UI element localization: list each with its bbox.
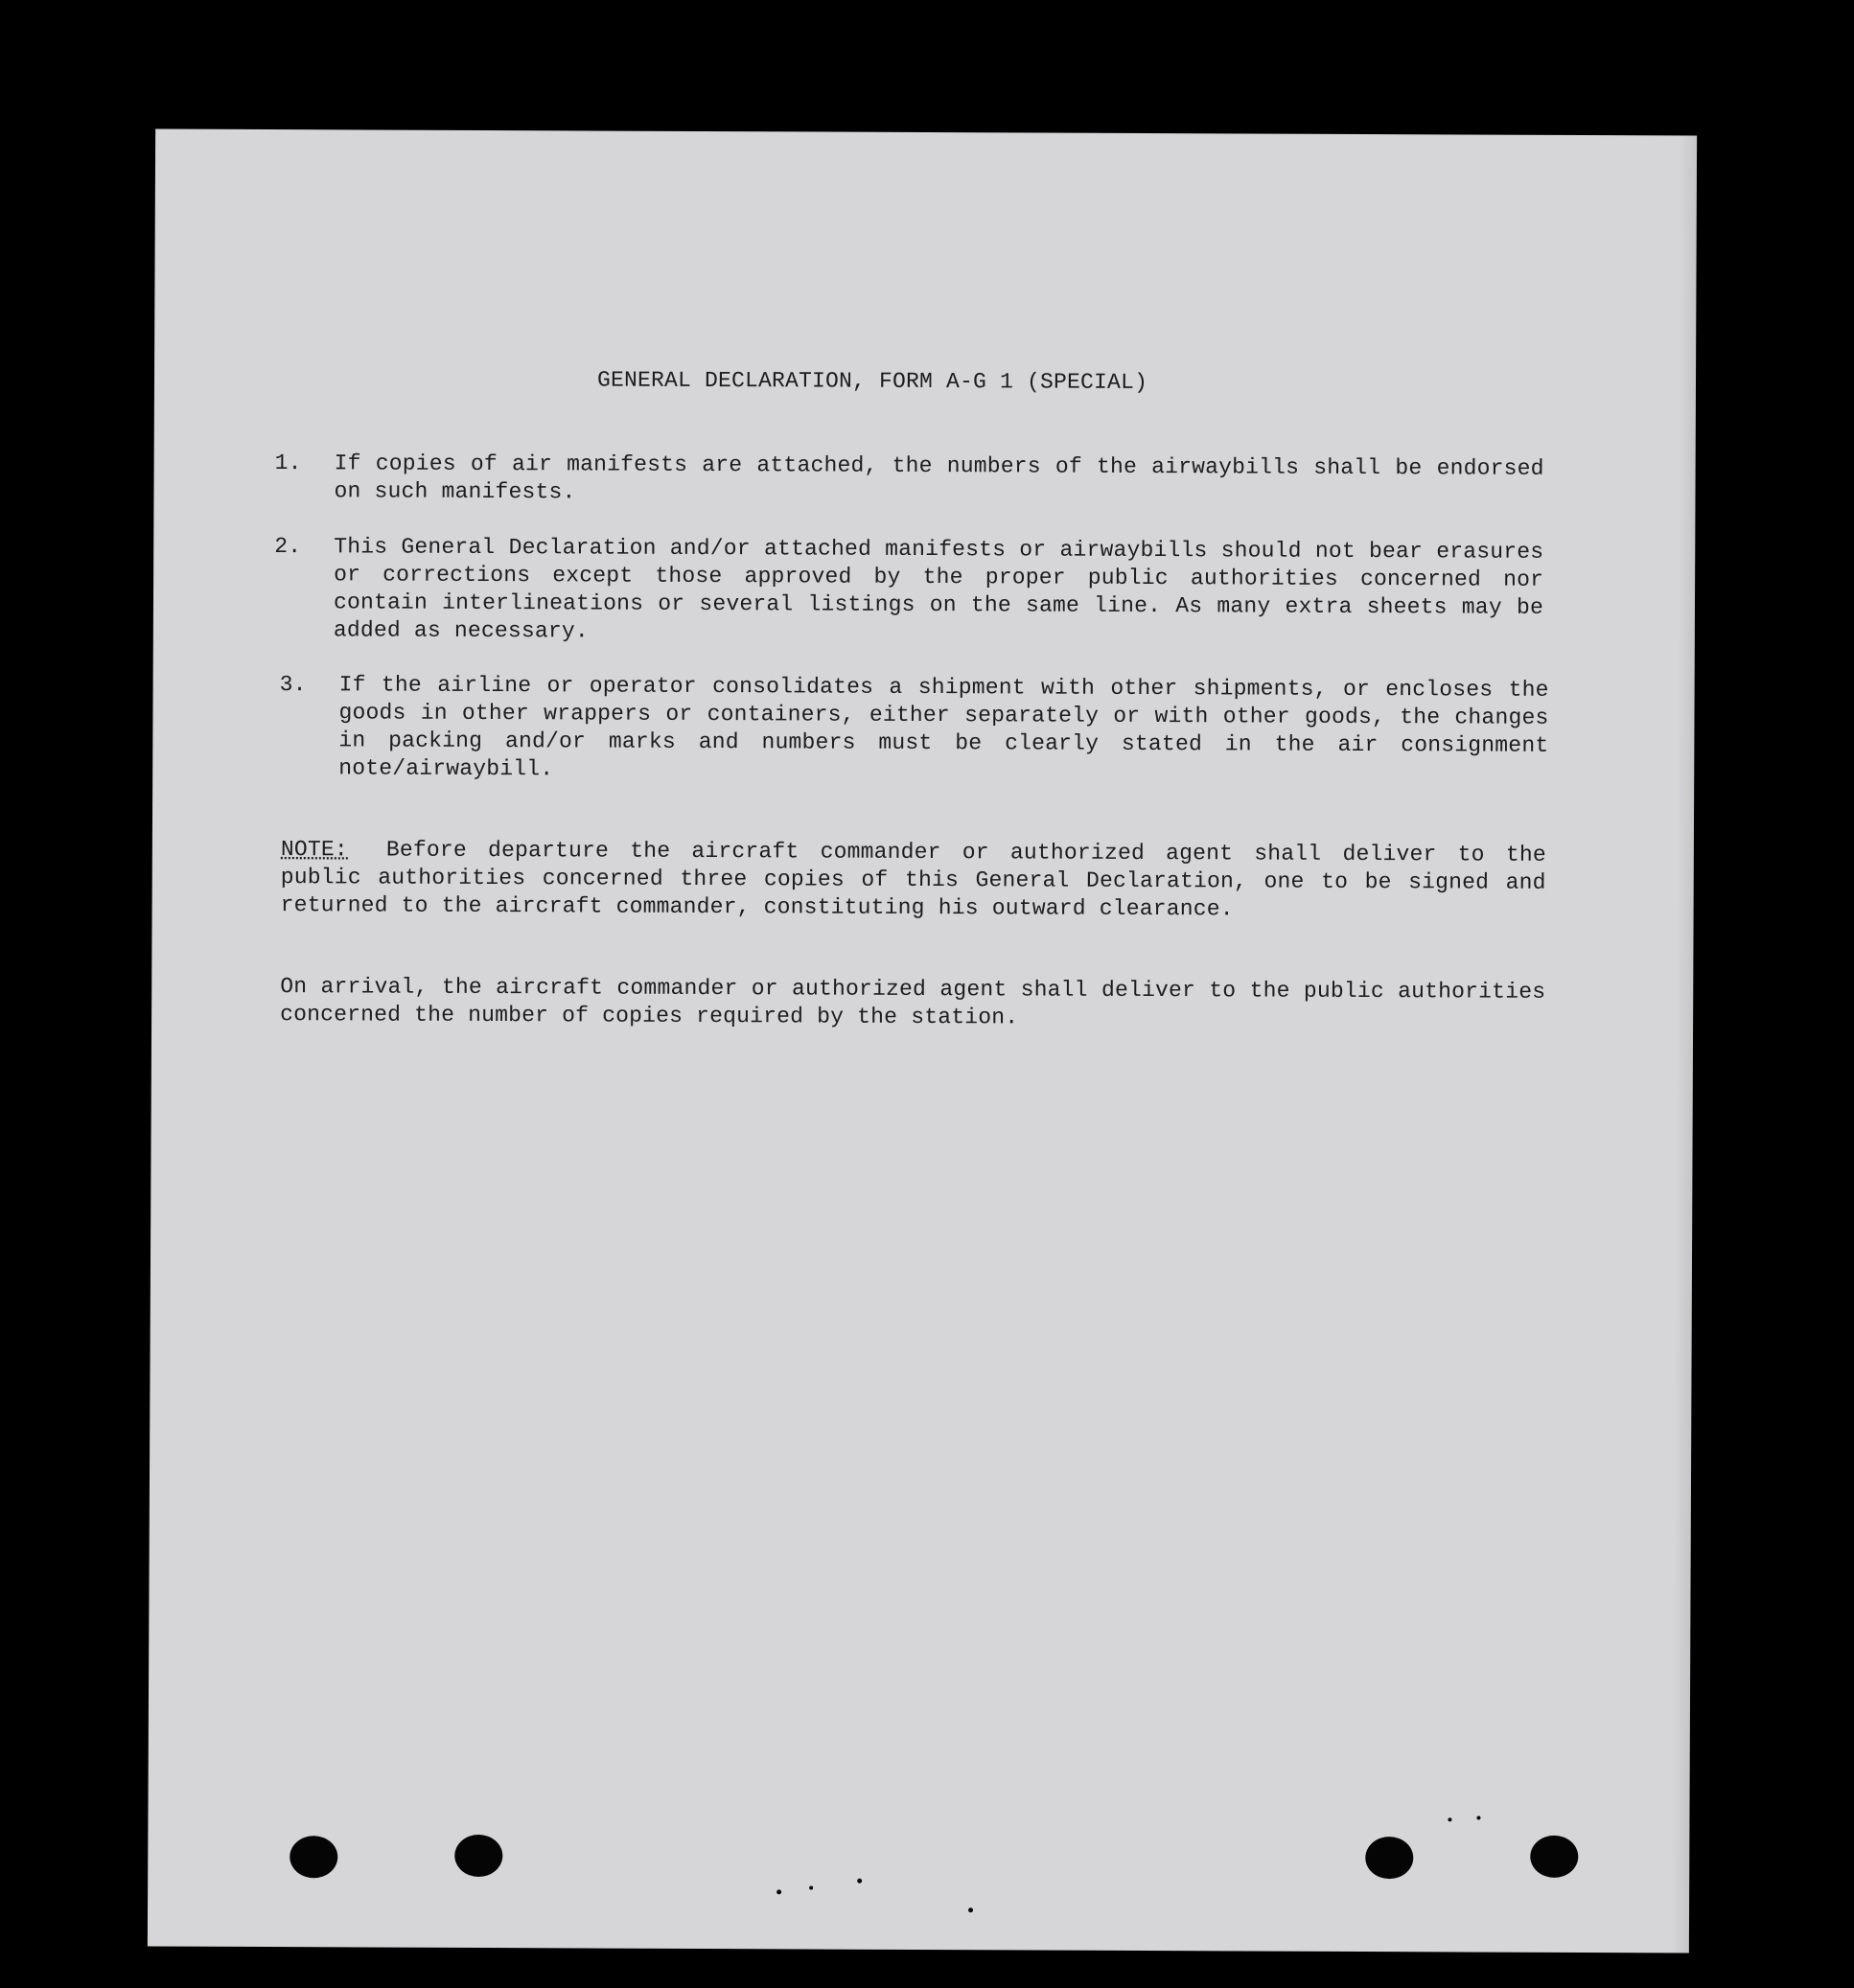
- instruction-item-3: [279, 671, 1555, 782]
- scan-speck: [968, 1907, 973, 1912]
- note-paragraph: [281, 836, 1546, 925]
- scan-speck: [809, 1885, 813, 1889]
- note-label: NOTE:: [280, 837, 348, 863]
- scan-speck: [1476, 1816, 1480, 1820]
- instruction-text: If the airline or operator consolidates a shipment with other shipments, or encloses the goods in other wrappers or containers, either separately or with other goods, the changes in packing and/or marks and numbers must be clearly stated in the air consignment note/airwaybill.: [338, 672, 1549, 782]
- instruction-text: This General Declaration and/or attached manifests or airwaybills should not bear erasures or corrections except those approved by the proper public authorities concerned nor contain interlineations or several listings on the same line. As many extra sheets may be added as necessary.: [333, 534, 1544, 644]
- paper-sheet: [148, 129, 1697, 1953]
- form-title: GENERAL DECLARATION, FORM A-G 1 (SPECIAL): [596, 367, 1148, 396]
- instruction-number: 3.: [279, 672, 307, 698]
- scan-speck: [776, 1889, 781, 1894]
- punch-hole-left-outer: [290, 1836, 337, 1878]
- arrival-paragraph: On arrival, the aircraft commander or authorized agent shall deliver to the public authorities concerned the number of copies required by the station.: [280, 974, 1546, 1030]
- punch-hole-left-inner: [454, 1835, 502, 1877]
- scan-speck: [857, 1879, 862, 1884]
- instruction-number: 2.: [274, 534, 302, 560]
- punch-hole-right-inner: [1365, 1837, 1413, 1879]
- instruction-item-1: [274, 450, 1550, 505]
- punch-hole-right-outer: [1530, 1836, 1578, 1878]
- note-text: Before departure the aircraft commander or authorized agent shall deliver to the public authorities concerned three copies of this General Declaration, one to be signed and returned to the aircraft commander, constituting his outward clearance.: [280, 837, 1546, 922]
- scan-speck: [1448, 1817, 1451, 1821]
- instruction-text: If copies of air manifests are attached, the numbers of the airwaybills shall be endorsed on such manifests.: [334, 451, 1544, 505]
- instruction-item-2: [274, 533, 1549, 644]
- instruction-number: 1.: [274, 451, 302, 476]
- paper-edge-shadow: [1672, 135, 1697, 1953]
